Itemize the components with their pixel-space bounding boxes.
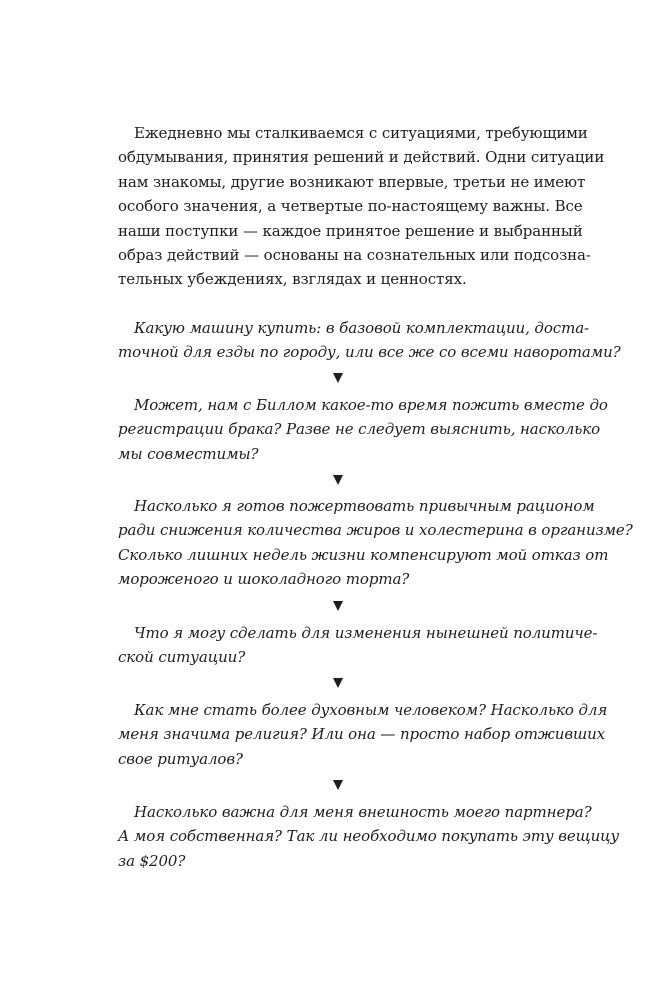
text-line: ради снижения количества жиров и холестерина в организме? [118, 521, 633, 540]
text-line: Что я могу сделать для изменения нынешней политиче- [134, 624, 598, 642]
text-line: наши поступки — каждое принятое решение и выбранный [118, 221, 583, 240]
question-paragraph [118, 621, 598, 670]
question-paragraph [118, 800, 620, 873]
text-line: образ действий — основаны на сознательных или подсозна- [118, 246, 591, 265]
text-line: за $200? [118, 851, 186, 870]
text-line: А моя собственная? Так ли необходимо покупать эту вещицу [118, 827, 620, 846]
text-line: Какую машину купить: в базовой комплектации, доста- [134, 319, 590, 337]
question-paragraph [118, 316, 621, 365]
text-line: мороженого и шоколадного торта? [118, 570, 410, 589]
text-line: Сколько лишних недель жизни компенсируют мой отказ от [118, 545, 609, 564]
section-separator [0, 472, 664, 490]
text-line: ской ситуации? [118, 648, 246, 667]
down-triangle-icon [333, 780, 343, 790]
text-line: Может, нам с Биллом какое-то время пожить вместе до [134, 396, 608, 414]
section-separator [0, 675, 664, 693]
text-line: свое ритуалов? [118, 749, 243, 768]
text-line: точной для езды по городу, или все же со всеми наворотами? [118, 343, 621, 362]
down-triangle-icon [333, 601, 343, 611]
intro-paragraph [118, 121, 605, 292]
text-line: Насколько важна для меня внешность моего партнера? [134, 803, 592, 821]
text-line: Насколько я готов пожертвовать привычным рационом [134, 497, 595, 515]
text-line: Ежедневно мы сталкиваемся с ситуациями, требующими [134, 124, 588, 142]
section-separator [0, 370, 664, 388]
section-separator [0, 777, 664, 795]
down-triangle-icon [333, 678, 343, 688]
down-triangle-icon [333, 373, 343, 383]
text-line: Как мне стать более духовным человеком? Насколько для [134, 701, 608, 719]
down-triangle-icon [333, 475, 343, 485]
text-line: регистрации брака? Разве не следует выяснить, насколько [118, 420, 601, 439]
text-line: нам знакомы, другие возникают впервые, третьи не имеют [118, 172, 586, 191]
text-line: обдумывания, принятия решений и действий. Одни ситуации [118, 148, 605, 167]
text-line: особого значения, а четвертые по-настоящему важны. Все [118, 197, 583, 216]
question-paragraph [118, 393, 608, 466]
text-line: тельных убеждениях, взглядах и ценностях. [118, 270, 467, 289]
question-paragraph [118, 698, 608, 771]
question-paragraph [118, 494, 633, 592]
text-line: меня значима религия? Или она — просто набор отживших [118, 725, 605, 744]
section-separator [0, 598, 664, 616]
text-line: мы совместимы? [118, 444, 259, 463]
